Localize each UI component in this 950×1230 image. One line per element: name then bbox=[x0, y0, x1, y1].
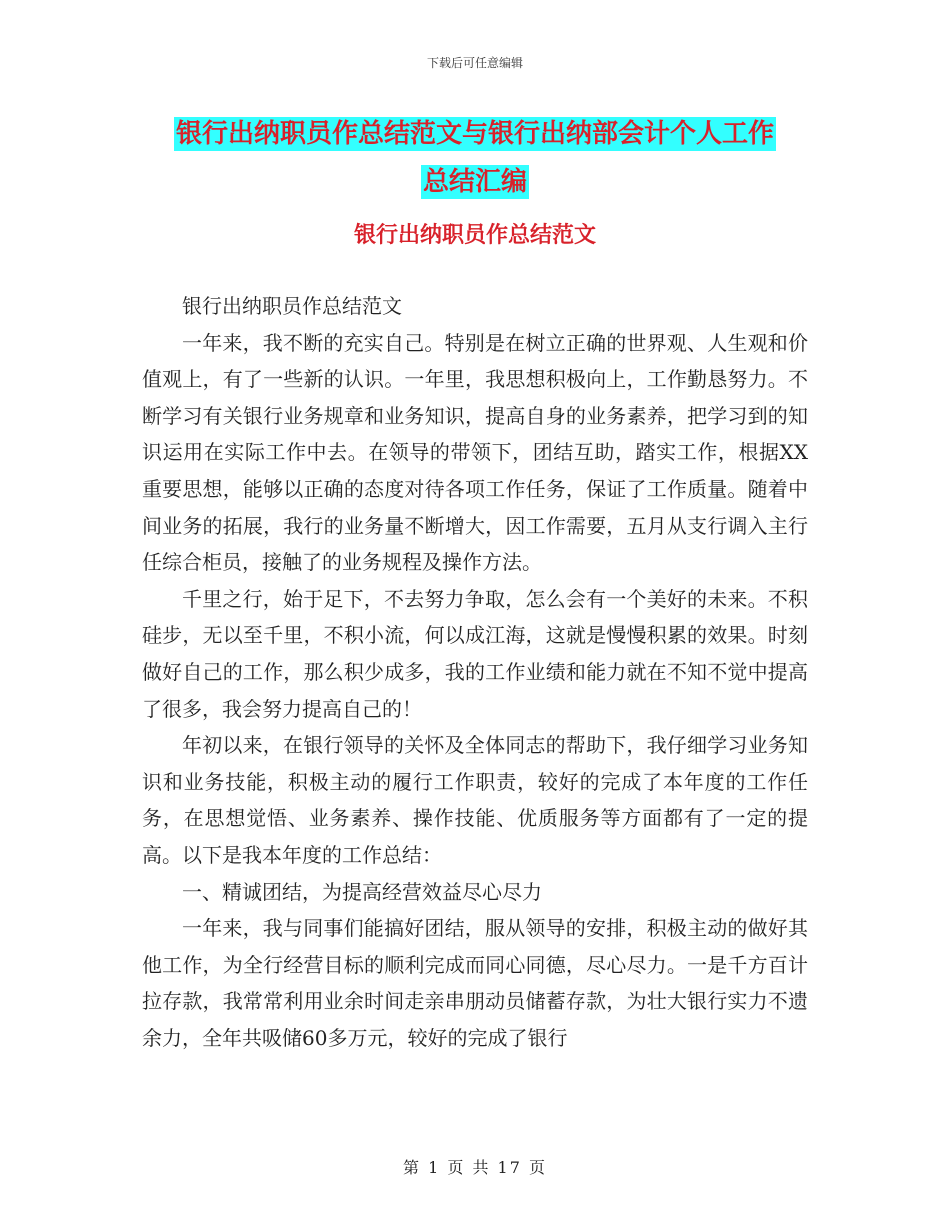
paragraph: 一年来，我与同事们能搞好团结，服从领导的安排，积极主动的做好其他工作，为全行经营目标的顺利完成而同心同德，尽心尽力。一是千方百计拉存款，我常常利用业余时间走亲串朋动员储蓄存款，为壮大银行实力不遗余力，全年共吸储60多万元，较好的完成了银行 bbox=[142, 916, 808, 1050]
paragraph: 年初以来，在银行领导的关怀及全体同志的帮助下，我仔细学习业务知识和业务技能，积极主动的履行工作职责，较好的完成了本年度的工作任务，在思想觉悟、业务素养、操作技能、优质服务等方面都有了一定的提高。以下是我本年度的工作总结： bbox=[142, 733, 808, 867]
paragraph: 银行出纳职员作总结范文 bbox=[182, 294, 402, 318]
page-number-footer: 第 1 页 共 17 页 bbox=[403, 1158, 547, 1177]
paragraph: 一年来，我不断的充实自己。特别是在树立正确的世界观、人生观和价值观上，有了一些新的认识。一年里，我思想积极向上，工作勤恳努力。不断学习有关银行业务规章和业务知识，提高自身的业务素养，把学习到的知识运用在实际工作中去。在领导的带领下，团结互助，踏实工作，根据XX重要思想，能够以正确的态度对待各项工作任务，保证了工作质量。随着中间业务的拓展，我行的业务量不断增大，因工作需要，五月从支行调入主行任综合柜员，接触了的业务规程及操作方法。 bbox=[142, 330, 808, 575]
title-line-1: 银行出纳职员作总结范文与银行出纳部会计个人工作 bbox=[175, 119, 774, 149]
document-title bbox=[0, 110, 950, 206]
paragraph: 千里之行，始于足下，不去努力争取，怎么会有一个美好的未来。不积硅步，无以至千里，不积小流，何以成江海，这就是慢慢积累的效果。时刻做好自己的工作，那么积少成多，我的工作业绩和能力就在不知不觉中提高了很多，我会努力提高自己的！ bbox=[142, 586, 808, 721]
page-header-note: 下载后可任意编辑 bbox=[426, 56, 523, 70]
paragraph: 一、精诚团结，为提高经营效益尽心尽力 bbox=[182, 879, 542, 904]
title-line-2: 总结汇编 bbox=[422, 167, 527, 197]
document-body bbox=[142, 288, 808, 1056]
section-title: 银行出纳职员作总结范文 bbox=[353, 223, 596, 248]
